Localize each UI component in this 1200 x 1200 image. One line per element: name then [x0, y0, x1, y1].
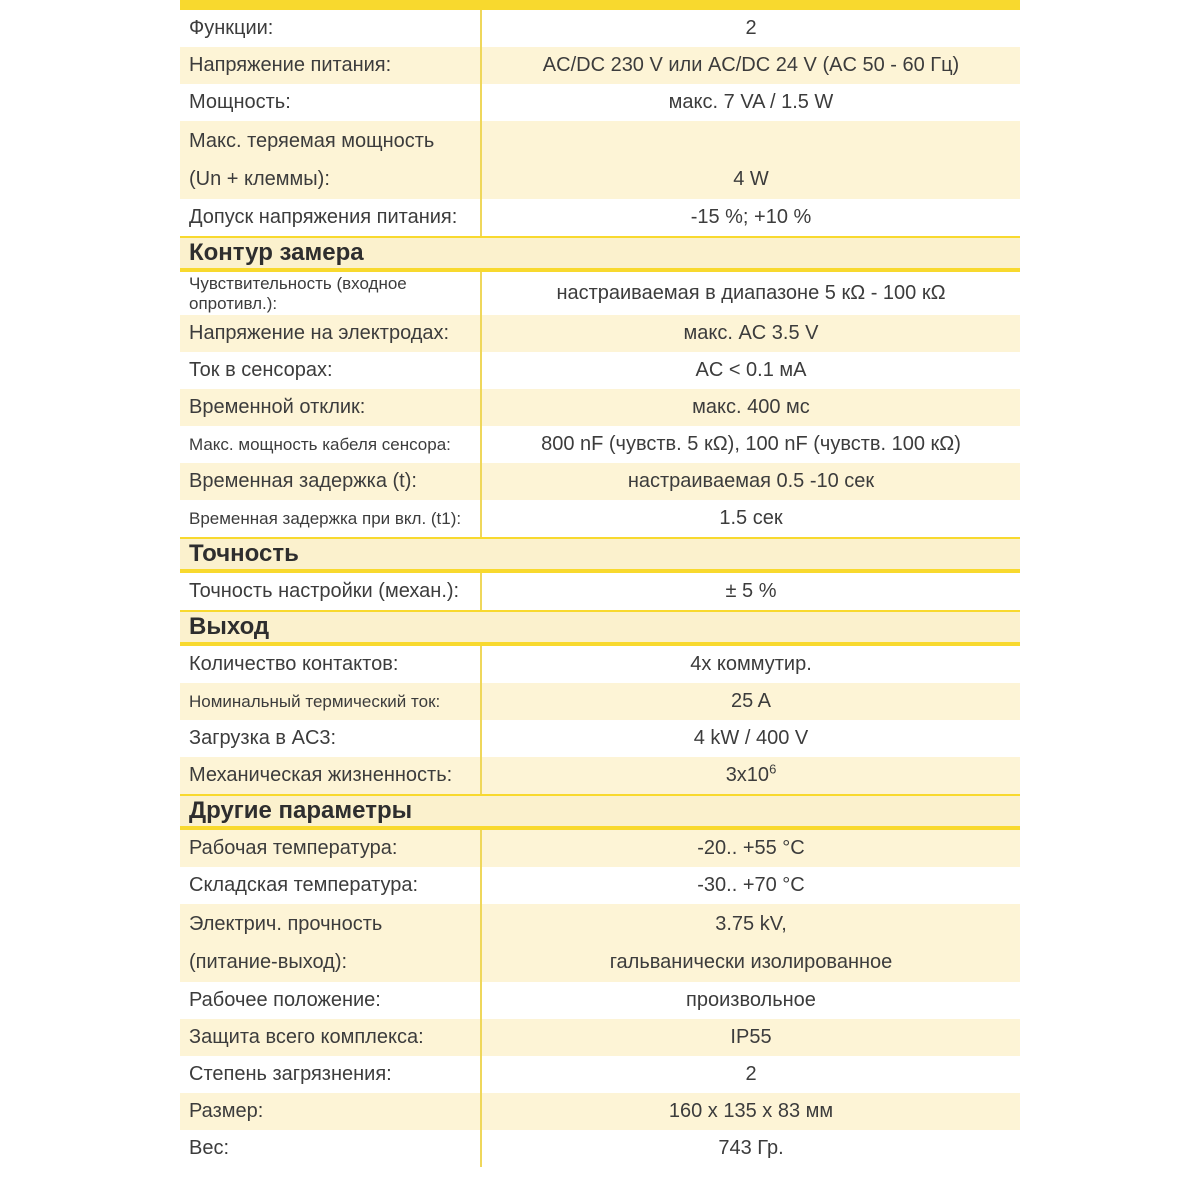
spec-value-main: AC < 0.1 мА: [695, 359, 807, 381]
spec-value-text: [695, 359, 806, 382]
spec-value: [480, 121, 1020, 199]
section-header: [180, 794, 1020, 830]
spec-label-text: Точность настройки (механ.):: [189, 580, 460, 602]
spec-label: [180, 121, 480, 199]
section-title: Контур замера: [189, 239, 364, 266]
spec-row: [180, 757, 1020, 794]
spec-value-text: [730, 1026, 771, 1049]
spec-row: [180, 463, 1020, 500]
spec-label: [180, 1019, 480, 1056]
spec-value-main: настраиваемая 0.5 -10 сек: [627, 470, 875, 492]
spec-value-main: макс. 7 VA / 1.5 W: [668, 91, 834, 113]
spec-table: [180, 0, 1020, 1167]
section-title: Точность: [189, 540, 299, 567]
spec-label-text: Временной отклик:: [189, 396, 366, 418]
spec-value: [480, 720, 1020, 757]
spec-row: [180, 389, 1020, 426]
spec-value-text: [718, 1137, 783, 1160]
spec-label-text: Складская температура:: [189, 874, 419, 896]
spec-label: [180, 904, 480, 982]
spec-row: [180, 84, 1020, 121]
spec-label: [180, 389, 480, 426]
spec-value-main: ± 5 %: [725, 580, 777, 602]
spec-label-line: опротивл.):: [189, 293, 278, 313]
spec-value-line: 3.75 kV,: [715, 913, 787, 935]
spec-value-main: AC/DC 230 V или AC/DC 24 V (AC 50 - 60 Гц): [542, 54, 960, 76]
spec-label-line: (Un + клеммы):: [189, 168, 330, 190]
spec-value: [480, 272, 1020, 315]
spec-label-text: Номинальный термический ток:: [189, 691, 441, 711]
spec-label: [180, 573, 480, 610]
spec-label-text: Напряжение на электродах:: [189, 322, 450, 344]
spec-value: [480, 199, 1020, 236]
spec-value-main: 4x коммутир.: [690, 653, 812, 675]
spec-label-text: Временная задержка при вкл. (t1):: [189, 508, 462, 528]
spec-value: [480, 830, 1020, 867]
spec-value-text: [697, 837, 805, 860]
spec-value: [480, 683, 1020, 720]
spec-row: [180, 982, 1020, 1019]
spec-value: [480, 1019, 1020, 1056]
spec-label: [180, 646, 480, 683]
spec-row: [180, 573, 1020, 610]
spec-value: [480, 904, 1020, 982]
spec-row: [180, 1093, 1020, 1130]
spec-label: [180, 757, 480, 794]
spec-value: [480, 389, 1020, 426]
spec-row: [180, 199, 1020, 236]
section-header: [180, 537, 1020, 573]
section-title: Другие параметры: [189, 797, 413, 824]
spec-value: [480, 352, 1020, 389]
spec-value-text: [541, 433, 961, 456]
spec-label-text: Ток в сенсорах:: [189, 359, 333, 381]
spec-value-text: [684, 322, 819, 345]
spec-value-text: [691, 206, 812, 229]
spec-value-text: [543, 54, 959, 77]
spec-label: [180, 272, 480, 315]
section-header: [180, 610, 1020, 646]
spec-value: [480, 426, 1020, 463]
spec-value-main: 3x10: [725, 764, 770, 786]
spec-value-main: настраиваемая в диапазоне 5 кΩ - 100 кΩ: [556, 282, 946, 304]
spec-value: [480, 84, 1020, 121]
spec-value-text: [556, 282, 945, 305]
spec-label: [180, 10, 480, 47]
spec-row: [180, 121, 1020, 199]
spec-value: [480, 463, 1020, 500]
spec-value-line: 4 W: [733, 168, 769, 190]
spec-value: [480, 757, 1020, 794]
spec-value-main: -15 %; +10 %: [690, 206, 812, 228]
spec-label-text: Рабочая температура:: [189, 837, 398, 859]
section-header: [180, 236, 1020, 272]
section-title: Выход: [189, 613, 270, 640]
spec-row: [180, 315, 1020, 352]
spec-value: [480, 982, 1020, 1019]
spec-value-text: [669, 91, 834, 114]
spec-row: [180, 352, 1020, 389]
spec-value: [480, 1056, 1020, 1093]
spec-value-main: 743 Гр.: [718, 1137, 784, 1159]
spec-value-main: 800 nF (чувств. 5 кΩ), 100 nF (чувств. 100 кΩ): [541, 433, 961, 455]
spec-value-text: [686, 989, 816, 1012]
spec-label-text: Размер:: [189, 1100, 264, 1122]
spec-label-text: Загрузка в AC3:: [189, 727, 337, 749]
spec-value-main: 2: [745, 17, 757, 39]
spec-row: [180, 904, 1020, 982]
spec-label: [180, 315, 480, 352]
spec-value: [480, 573, 1020, 610]
spec-row: [180, 830, 1020, 867]
spec-row: [180, 720, 1020, 757]
spec-row: [180, 500, 1020, 537]
spec-label-text: Допуск напряжения питания:: [189, 206, 458, 228]
spec-value: [480, 1130, 1020, 1167]
spec-label-line: Чувствительность (входное: [189, 273, 407, 293]
spec-label: [180, 1130, 480, 1167]
spec-value-text: [745, 1063, 756, 1086]
spec-row: [180, 646, 1020, 683]
spec-label-text: Мощность:: [189, 91, 291, 113]
spec-label-text: Рабочее положение:: [189, 989, 381, 1011]
spec-value-main: 25 A: [730, 690, 772, 712]
spec-value-line: гальванически изолированное: [609, 951, 893, 973]
spec-label: [180, 720, 480, 757]
spec-value-text: [745, 17, 756, 40]
spec-label: [180, 47, 480, 84]
top-accent-bar: [180, 0, 1020, 10]
spec-value-main: 160 x 135 x 83 мм: [668, 1100, 834, 1122]
spec-label: [180, 683, 480, 720]
spec-value: [480, 47, 1020, 84]
spec-label: [180, 1056, 480, 1093]
spec-value-text: [697, 874, 805, 897]
spec-label-line: Макс. теряемая мощность: [189, 130, 435, 152]
spec-value-text: [669, 1100, 833, 1123]
spec-value: [480, 867, 1020, 904]
spec-value-text: [628, 470, 874, 493]
spec-row: [180, 10, 1020, 47]
spec-label: [180, 84, 480, 121]
spec-row: [180, 1056, 1020, 1093]
spec-label: [180, 463, 480, 500]
spec-label-text: Степень загрязнения:: [189, 1063, 392, 1085]
spec-value: [480, 500, 1020, 537]
spec-label-line: Электрич. прочность: [189, 913, 383, 935]
spec-row: [180, 1019, 1020, 1056]
spec-value-text: [719, 507, 782, 530]
spec-label-text: Макс. мощность кабеля сенсора:: [189, 434, 451, 454]
spec-value-text: [725, 761, 777, 787]
spec-table-body: [180, 10, 1020, 1167]
spec-value-text: [690, 653, 812, 676]
spec-row: [180, 1130, 1020, 1167]
spec-value-text: [726, 580, 777, 603]
spec-label: [180, 830, 480, 867]
spec-row: [180, 683, 1020, 720]
spec-value-main: 2: [745, 1063, 757, 1085]
spec-label-text: Временная задержка (t):: [189, 470, 417, 492]
spec-label-text: Вес:: [189, 1137, 230, 1159]
spec-label-line: (питание-выход):: [189, 951, 348, 973]
spec-value-main: -30.. +70 °C: [697, 874, 805, 896]
spec-value-main: IP55: [730, 1026, 772, 1048]
spec-value-superscript: 6: [769, 761, 777, 777]
spec-label: [180, 867, 480, 904]
spec-row: [180, 272, 1020, 315]
spec-value-main: -20.. +55 °C: [697, 837, 805, 859]
spec-label: [180, 1093, 480, 1130]
spec-value: [480, 10, 1020, 47]
spec-value-main: макс. 400 мс: [692, 396, 810, 418]
spec-row: [180, 426, 1020, 463]
spec-value: [480, 1093, 1020, 1130]
spec-row: [180, 47, 1020, 84]
spec-label: [180, 199, 480, 236]
spec-label-text: Напряжение питания:: [189, 54, 392, 76]
spec-label-text: Защита всего комплекса:: [189, 1026, 424, 1048]
spec-label-text: Механическая жизненность:: [189, 764, 453, 786]
spec-value: [480, 315, 1020, 352]
spec-value-text: [731, 690, 771, 713]
spec-row: [180, 867, 1020, 904]
spec-value-text: [694, 727, 809, 750]
spec-label: [180, 982, 480, 1019]
spec-label: [180, 500, 480, 537]
spec-label-text: Функции:: [189, 17, 274, 39]
spec-value-main: произвольное: [686, 989, 816, 1011]
spec-label: [180, 352, 480, 389]
spec-value-main: 1.5 сек: [719, 507, 783, 529]
spec-value-text: [692, 396, 810, 419]
spec-value-main: 4 kW / 400 V: [693, 727, 809, 749]
spec-value-main: макс. AC 3.5 V: [683, 322, 819, 344]
spec-label: [180, 426, 480, 463]
spec-value: [480, 646, 1020, 683]
spec-value-line: [482, 122, 1020, 160]
spec-label-text: Количество контактов:: [189, 653, 399, 675]
